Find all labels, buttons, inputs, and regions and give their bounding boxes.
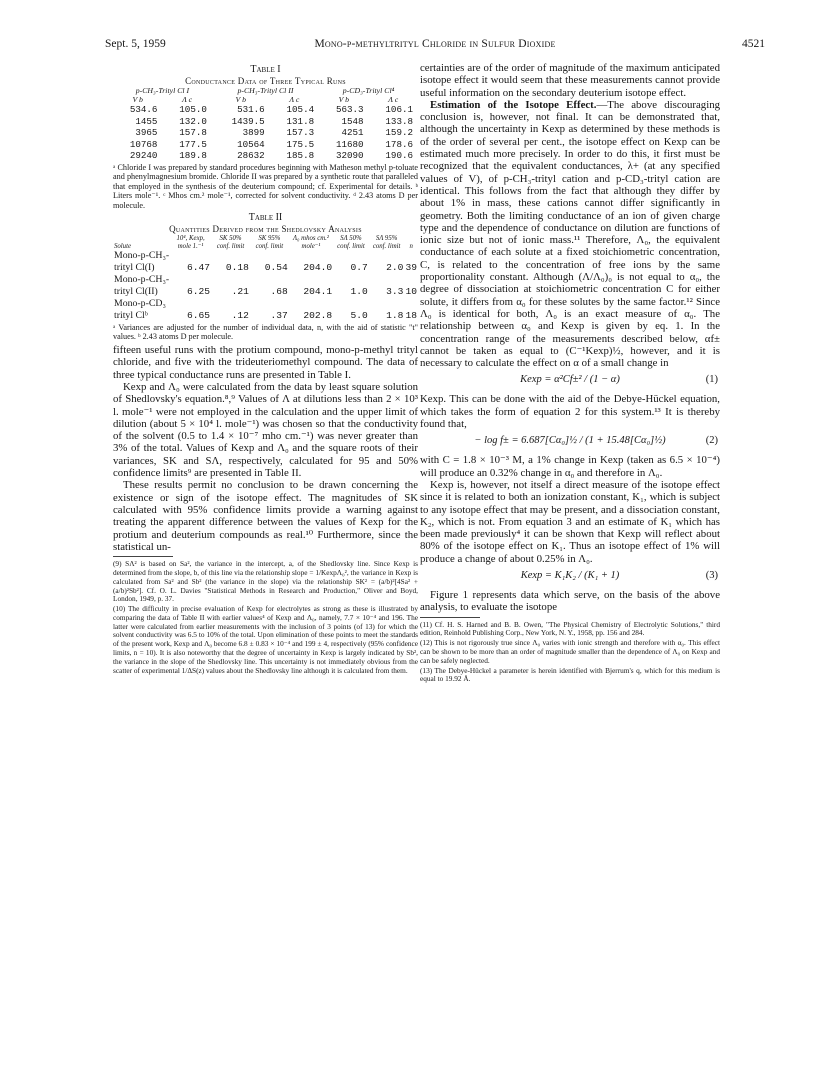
table-cell: 6.47 <box>187 261 211 273</box>
table-cell <box>170 274 211 286</box>
table-cell <box>170 250 211 262</box>
table-cell: 189.8 <box>179 150 207 161</box>
table-cell: 1.0 <box>350 285 368 297</box>
table-cell: 131.8 <box>286 115 315 127</box>
paragraph: Figure 1 represents data which serve, on the basis of the above analysis, to evaluate the isotope <box>420 588 720 614</box>
table-cell <box>333 298 369 310</box>
table-cell: 534.6 <box>129 104 158 115</box>
equation-2 <box>420 432 720 452</box>
equation-text: Kexp = α²Cf±² / (1 − α) <box>520 374 620 386</box>
equation-number: (3) <box>705 569 718 581</box>
table-row <box>113 310 418 322</box>
table-cell: 6.65 <box>187 309 211 321</box>
table-cell: 133.8 <box>385 115 413 127</box>
table-cell <box>250 274 289 286</box>
table-cell <box>404 274 418 286</box>
table-cell: 3965 <box>135 127 158 138</box>
reference-note: (11) Cf. H. S. Harned and B. B. Owen, "The Physical Chemistry of Electrolytic Solutions," third edition, Reinhold Publishing Corp., New York, N. Y., 1958, pp. 156 and 284. <box>420 619 720 638</box>
table-cell: 132.0 <box>179 115 207 127</box>
solute-name: trityl Cl(I) <box>114 261 155 273</box>
footnote-rule <box>113 556 173 557</box>
table1-group: p-CH₃-Trityl Cl I <box>135 86 190 95</box>
table2-header: SΛ 50% conf. limit <box>337 235 365 250</box>
table-cell: 204.0 <box>303 261 333 273</box>
table-cell: 105.0 <box>179 104 207 115</box>
table-cell: 11680 <box>335 138 364 150</box>
table-row <box>113 104 418 116</box>
table-cell: 159.2 <box>385 127 413 138</box>
paragraph: with C = 1.8 × 10⁻³ M, a 1% change in Kexp (taken as 6.5 × 10⁻⁴) will produce an 0.32% change in α₀ and therefore in Λ₀. <box>420 454 720 479</box>
table-cell: 1439.5 <box>231 115 265 127</box>
equation-number: (1) <box>705 374 718 386</box>
table-cell: 10 <box>405 285 417 297</box>
table-cell: 202.8 <box>303 309 333 321</box>
equation-3 <box>420 567 720 587</box>
solute-name: trityl Clᵇ <box>114 309 148 321</box>
table2 <box>113 235 418 321</box>
table2-subtitle: Quantities Derived from the Shedlovsky Analysis <box>169 224 362 235</box>
table2-footnote: ᵃ Variances are adjusted for the number of individual data, n, with the aid of statistic "t" values. ᵇ 2.43 atoms D per molecule. <box>113 322 418 342</box>
table-cell <box>369 250 405 262</box>
table1-group: p-CH₃-Trityl Cl II <box>237 86 294 95</box>
table-cell: 177.5 <box>179 138 207 150</box>
header-title: Mono-p-methyltrityl Chloride in Sulfur Dioxide <box>314 38 556 50</box>
table-row <box>113 250 418 262</box>
table-cell: 1548 <box>341 115 364 127</box>
table-row <box>113 298 418 310</box>
table-cell: 3.3 <box>386 285 404 297</box>
table-row <box>113 286 418 298</box>
table-cell <box>333 274 369 286</box>
reference-note: (9) SΛ² is based on Sa², the variance in the intercept, a, of the Shedlovsky line. Since Kexp is determined from the slope, b, of this line via the relationship slope = 1/KexpΛ₀², the variance in Kexp is calculated from Sa² and Sb² (the variance in the slope) via the relationship SK² = (a/b)²[4Sa² + (a/b)²Sb²]. Cf. O. L. Davies "Statistical Methods in Research and Production," Oliver and Boyd, London, 1949, p. 37. <box>113 559 418 604</box>
table-cell: 0.18 <box>225 261 249 273</box>
table1-subhead: Λ c <box>388 94 399 104</box>
solute-name: Mono-p-CH₃- <box>114 249 170 261</box>
table-cell: 204.1 <box>303 285 333 297</box>
table1-footnote: ᵃ Chloride I was prepared by standard procedures beginning with Matheson methyl p-toluate and phenylmagnesium bromide. Chloride II was prepared by a synthetic route that paralleled that employed in the synthesis of the deuterium compound; cf. Experimental for details. ᵇ Liters mole⁻¹. ᶜ Mhos cm.² mole⁻¹, corrected for solvent conductivity. ᵈ 2.43 atoms D per molecule. <box>113 162 418 210</box>
table2-header-row <box>113 235 418 249</box>
table-cell: 10768 <box>129 138 158 150</box>
table2-header: SΛ 95% conf. limit <box>372 235 401 250</box>
table-cell <box>250 298 289 310</box>
table2-header: SK 50% conf. limit <box>216 235 245 250</box>
paragraph: certainties are of the order of magnitude of the maximum anticipated isotope effect it would seem that these measurements cannot provide useful information on the secondary deuterium isotope effect. <box>420 62 720 99</box>
table-cell <box>211 274 250 286</box>
table-cell: 4251 <box>341 127 364 138</box>
table-cell: 28632 <box>237 150 265 161</box>
equation-number: (2) <box>705 435 718 447</box>
table1-subhead: V b <box>338 94 350 104</box>
reference-note: (10) The difficulty in precise evaluation of Kexp for electrolytes as strong as these is illustrated by comparing the data of Table II with earlier values⁴ of Kexp and Λ₀, namely, 7.7 × 10⁻⁴ and 196. The latter were calculated from earlier measurements with the inclusion of 3 points (of 13) for which the solvent conductivity was 6.5 to 10% of the total. Upon elimination of these points to meet the standards of the present work, Kexp and Λ₀ become 6.8 ± 0.83 × 10⁻⁴ and 199 ± 4, respectively (95% confidence limits, n = 10). It is also noteworthy that the degree of uncertainty in Kexp is largely indicated by Sb², the variance in the slope of the Shedlovsky line. This uncertainty is not immediately obvious from the scatter of experimental 1/ΔS(z) values about the Shedlovsky line although it is calculated from them. <box>113 604 418 675</box>
table-cell: 185.8 <box>286 150 315 161</box>
table1-group: p-CD₃-Trityl Cl⁴ <box>342 86 395 95</box>
table-cell: 0.54 <box>264 261 288 273</box>
table-cell: .37 <box>270 309 288 321</box>
paragraph: fifteen useful runs with the protium compound, mono-p-methyl trityl chloride, and five with the trideuteriomethyl compound. The data of three typical conductance runs are presented in Table I. <box>113 344 418 381</box>
table1-subhead: V b <box>132 94 143 104</box>
table-cell: 5.0 <box>350 309 368 321</box>
section-heading: Estimation of the Isotope Effect. <box>430 98 597 111</box>
table-row <box>113 274 418 286</box>
table2-body <box>113 250 418 322</box>
table-cell: .21 <box>231 285 249 297</box>
table-cell: 531.6 <box>237 104 265 115</box>
table-cell: .68 <box>270 285 288 297</box>
table-cell: 2.0 <box>386 261 404 273</box>
table2-header: SK 95% conf. limit <box>255 235 284 250</box>
table-cell <box>289 298 333 310</box>
table1 <box>113 87 418 162</box>
table1-body <box>113 104 418 162</box>
table2-header: 10⁴, Kexp, mole 1.⁻¹ <box>176 235 205 250</box>
table-cell <box>250 250 289 262</box>
table-cell <box>404 250 418 262</box>
equation-text: Kexp = K₁K₂ / (K₁ + 1) <box>520 569 620 581</box>
table-cell: 1.8 <box>386 309 404 321</box>
table-cell: 18 <box>405 309 417 321</box>
table-row <box>113 127 418 139</box>
table-cell: 105.4 <box>286 104 315 115</box>
table-cell: .12 <box>231 309 249 321</box>
table2-header: Solute <box>114 242 131 250</box>
header-date: Sept. 5, 1959 <box>105 38 166 50</box>
table-cell <box>369 274 405 286</box>
table-cell: 190.6 <box>385 150 413 161</box>
table-cell: 6.25 <box>187 285 211 297</box>
footnote-rule <box>420 617 480 618</box>
table-cell: 32090 <box>335 150 364 161</box>
equation-text: − log f± = 6.687[Cα₀]½ / (1 + 15.48[Cα₀]½) <box>474 435 666 447</box>
table-cell <box>170 298 211 310</box>
table1-group-row <box>113 87 418 96</box>
running-header <box>105 38 765 54</box>
table-cell <box>289 274 333 286</box>
table-row <box>113 139 418 151</box>
table-cell <box>333 250 369 262</box>
table1-subhead: V b <box>235 94 247 104</box>
table2-header: Λ₀ mhos cm.² mole⁻¹ <box>293 235 329 250</box>
table-cell: 175.5 <box>286 138 315 150</box>
paragraph: Kexp is, however, not itself a direct measure of the isotope effect since it is related to both an ionization constant, K₁, which is subject to any isotope effect that may be present, and a dissociation constant, K₂, which is not. From equation 3 and an estimate of K₁ which has been made previously⁴ it can be shown that Kexp will reflect about 80% of the isotope effect on K₁. Thus an isotope effect of 1% will produce a change of about 0.25% in Λ₀. <box>420 478 720 565</box>
table-cell: 178.6 <box>385 138 413 150</box>
table-row <box>113 150 418 162</box>
table2-caption: Table II <box>248 212 283 224</box>
table-cell <box>289 250 333 262</box>
table1-subhead: Λ c <box>289 94 300 104</box>
reference-note: (13) The Debye-Hückel a parameter is herein identified with Bjerrum's q, which for this medium is equal to 19.92 Å. <box>420 665 720 684</box>
paragraph-text: —The above discouraging conclusion is, however, not final. It can be demonstrated that, although the uncertainty in Kexp as determined by these methods is of the order of several per cent., the isotope effect on Kexp can be estimated much more precisely. In order to do this, it first must be recognized that the equivalent conductances, λ+ (at any specified values of V), of p-CH₃-trityl cation and p-CD₃-trityl cation are identical. This follows from the fact that although they differ by about 1% in mass, these cations cannot differ significantly in geometry. Both the limiting conductance of an ion of given charge type and the dependence of conductance on dilution are functions of ionic size but not of ionic mass.¹¹ Therefore, Λ₀, the equivalent conductance of each solute at a fixed stoichiometric concentration, C, is related to the concentration of free ions by the same proportionality constant. Although (Λ/Λ₀)₀ is not equal to α₀, the degree of dissociation at stoichiometric concentration C for either solute, it differs from α₀ for these solutes by the same factor.¹² Since Λ₀ is identical for both, Λ₀ is an exact measure of α₀. The relationship between α₀ and Kexp is given by eq. 1. In the concentration range of the measurements described below, αf± cannot be taken as equal to (C⁻¹Kexp)½, however, and it is necessary to calculate the effect on α of a small change in <box>420 98 720 370</box>
table-cell: 3899 <box>242 127 265 138</box>
table1-subhead: Λ c <box>182 94 193 104</box>
table-cell: 157.3 <box>286 127 315 138</box>
table-cell: 157.8 <box>179 127 207 138</box>
table1-caption: Table I <box>250 64 281 75</box>
table-cell: 106.1 <box>385 104 413 115</box>
equation-1 <box>420 371 720 391</box>
table-cell: 1455 <box>135 115 158 127</box>
table-cell <box>211 250 250 262</box>
table-row <box>113 262 418 274</box>
table1-subtitle: Conductance Data of Three Typical Runs <box>185 76 346 86</box>
table-cell: 10564 <box>237 138 265 150</box>
solute-name: trityl Cl(II) <box>114 285 158 297</box>
paragraph: Kexp. This can be done with the aid of the Debye-Hückel equation, which takes the form of equation 2 for this system.¹³ It is thereby found that, <box>420 393 720 431</box>
page-number: 4521 <box>742 38 765 50</box>
table-cell: 0.7 <box>350 261 368 273</box>
table-row <box>113 116 418 128</box>
table-cell <box>404 298 418 310</box>
table-cell: 29240 <box>129 150 158 161</box>
table-cell <box>211 298 250 310</box>
solute-name: Mono-p-CH₃- <box>114 273 170 285</box>
right-column <box>420 62 720 685</box>
solute-name: Mono-p-CD₃ <box>114 297 166 309</box>
table1-subhead-row <box>113 96 418 105</box>
table-cell: 563.3 <box>335 104 364 115</box>
paragraph: These results permit no conclusion to be drawn concerning the existence or sign of the isotope effect. The magnitudes of SK calculated with 95% confidence limits provide a warning against treating the apparent difference between the values of Kexp for the protium and deuterium compounds as real.¹⁰ Furthermore, since the statistical un- <box>113 479 418 553</box>
table-cell: 39 <box>405 261 417 273</box>
table2-header: n <box>409 242 413 250</box>
reference-note: (12) This is not rigorously true since Λ₀ varies with ionic strength and therefore with α₀. This effect can be shown to be more than an order of magnitude smaller than the dependence of Λ₀ on Kexp and can be safely neglected. <box>420 638 720 665</box>
paragraph: Kexp and Λ₀ were calculated from the data by least square solution of Shedlovsky's equation.⁸,⁹ Values of Λ at dilutions less than 2 × 10³ l. mole⁻¹ were not employed in the calculation and the upper limit of dilution (about 5 × 10⁴ l. mole⁻¹) was chosen so that the conductivity of the solvent (0.5 to 1.4 × 10⁻⁷ mho cm.⁻¹) was never greater than 3% of the total. Values of Kexp and Λ₀ and the square roots of their variances, SK and SΛ, respectively, calculated for 95 and 50% confidence limits⁹ are presented in Table II. <box>113 380 418 480</box>
table-cell <box>369 298 405 310</box>
left-column <box>113 62 418 676</box>
